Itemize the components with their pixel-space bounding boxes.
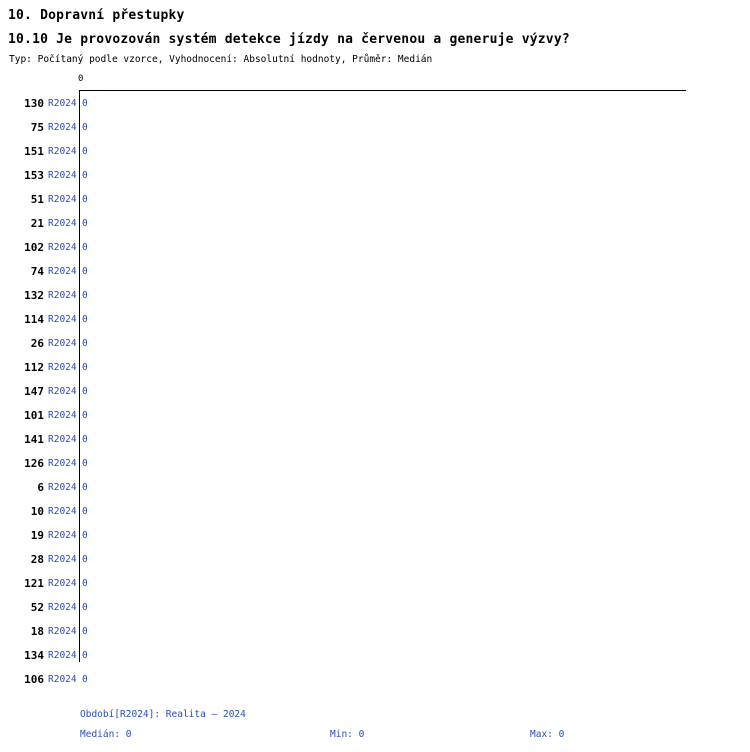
bar-row [0, 116, 750, 140]
row-series-label: R2024 [48, 266, 77, 277]
bar-row [0, 596, 750, 620]
row-series-label: R2024 [48, 98, 77, 109]
row-value: 0 [82, 602, 88, 613]
row-series-label: R2024 [48, 386, 77, 397]
row-category: 153 [24, 169, 44, 182]
row-value: 0 [82, 266, 88, 277]
x-axis-line [79, 90, 686, 91]
bar-row [0, 452, 750, 476]
row-series-label: R2024 [48, 314, 77, 325]
row-category: 121 [24, 577, 44, 590]
row-category: 126 [24, 457, 44, 470]
row-series-label: R2024 [48, 554, 77, 565]
row-category: 132 [24, 289, 44, 302]
row-category: 102 [24, 241, 44, 254]
row-series-label: R2024 [48, 218, 77, 229]
row-category: 134 [24, 649, 44, 662]
bar-row [0, 356, 750, 380]
row-category: 75 [30, 121, 44, 134]
row-series-label: R2024 [48, 410, 77, 421]
bar-row [0, 236, 750, 260]
bar-row [0, 332, 750, 356]
row-series-label: R2024 [48, 122, 77, 133]
row-series-label: R2024 [48, 602, 77, 613]
row-value: 0 [82, 98, 88, 109]
row-value: 0 [82, 434, 88, 445]
bar-row [0, 284, 750, 308]
row-category: 52 [30, 601, 44, 614]
row-category: 51 [30, 193, 44, 206]
bar-row [0, 308, 750, 332]
row-category: 26 [30, 337, 44, 350]
row-series-label: R2024 [48, 530, 77, 541]
row-value: 0 [82, 314, 88, 325]
legend-entry: Období[R2024]: Realita – 2024 [80, 709, 246, 720]
bar-chart [0, 70, 750, 695]
row-value: 0 [82, 122, 88, 133]
row-series-label: R2024 [48, 650, 77, 661]
bar-row [0, 548, 750, 572]
bar-row [0, 476, 750, 500]
row-value: 0 [82, 218, 88, 229]
row-series-label: R2024 [48, 626, 77, 637]
row-value: 0 [82, 578, 88, 589]
row-series-label: R2024 [48, 458, 77, 469]
row-category: 114 [24, 313, 44, 326]
bar-row [0, 92, 750, 116]
stat-median: Medián: 0 [80, 729, 132, 740]
row-category: 147 [24, 385, 44, 398]
bar-row [0, 260, 750, 284]
row-category: 28 [30, 553, 44, 566]
row-value: 0 [82, 458, 88, 469]
bar-row [0, 140, 750, 164]
row-value: 0 [82, 362, 88, 373]
row-series-label: R2024 [48, 674, 77, 685]
page-title: 10.10 Je provozován systém detekce jízdy na červenou a generuje výzvy? [8, 32, 570, 47]
row-series-label: R2024 [48, 146, 77, 157]
row-value: 0 [82, 482, 88, 493]
row-value: 0 [82, 506, 88, 517]
chart-header [0, 0, 750, 65]
row-category: 10 [30, 505, 44, 518]
row-value: 0 [82, 410, 88, 421]
row-category: 21 [30, 217, 44, 230]
row-category: 141 [24, 433, 44, 446]
row-value: 0 [82, 386, 88, 397]
row-category: 112 [24, 361, 44, 374]
row-category: 19 [30, 529, 44, 542]
summary-stats [0, 729, 750, 743]
row-value: 0 [82, 530, 88, 541]
chart-subtitle: Typ: Počítaný podle vzorce, Vyhodnocení: Absolutní hodnoty, Průměr: Medián [9, 54, 433, 65]
x-axis-tick-0: 0 [78, 74, 84, 84]
row-value: 0 [82, 554, 88, 565]
bar-row [0, 644, 750, 668]
row-category: 6 [37, 481, 44, 494]
row-series-label: R2024 [48, 290, 77, 301]
row-value: 0 [82, 242, 88, 253]
bar-rows [0, 92, 750, 692]
bar-row [0, 428, 750, 452]
row-series-label: R2024 [48, 482, 77, 493]
stat-min: Min: 0 [330, 729, 365, 740]
bar-row [0, 212, 750, 236]
row-series-label: R2024 [48, 578, 77, 589]
row-category: 18 [30, 625, 44, 638]
bar-row [0, 668, 750, 692]
row-series-label: R2024 [48, 170, 77, 181]
row-category: 101 [24, 409, 44, 422]
row-value: 0 [82, 194, 88, 205]
row-value: 0 [82, 146, 88, 157]
row-series-label: R2024 [48, 338, 77, 349]
row-series-label: R2024 [48, 506, 77, 517]
row-value: 0 [82, 650, 88, 661]
bar-row [0, 188, 750, 212]
row-series-label: R2024 [48, 434, 77, 445]
row-value: 0 [82, 626, 88, 637]
bar-row [0, 620, 750, 644]
row-series-label: R2024 [48, 194, 77, 205]
row-value: 0 [82, 290, 88, 301]
stat-max: Max: 0 [530, 729, 565, 740]
row-category: 74 [30, 265, 44, 278]
row-value: 0 [82, 170, 88, 181]
bar-row [0, 524, 750, 548]
bar-row [0, 500, 750, 524]
row-series-label: R2024 [48, 242, 77, 253]
bar-row [0, 404, 750, 428]
bar-row [0, 572, 750, 596]
row-category: 130 [24, 97, 44, 110]
row-series-label: R2024 [48, 362, 77, 373]
row-value: 0 [82, 338, 88, 349]
row-value: 0 [82, 674, 88, 685]
row-category: 106 [24, 673, 44, 686]
section-title: 10. Dopravní přestupky [8, 8, 185, 23]
bar-row [0, 164, 750, 188]
bar-row [0, 380, 750, 404]
row-category: 151 [24, 145, 44, 158]
